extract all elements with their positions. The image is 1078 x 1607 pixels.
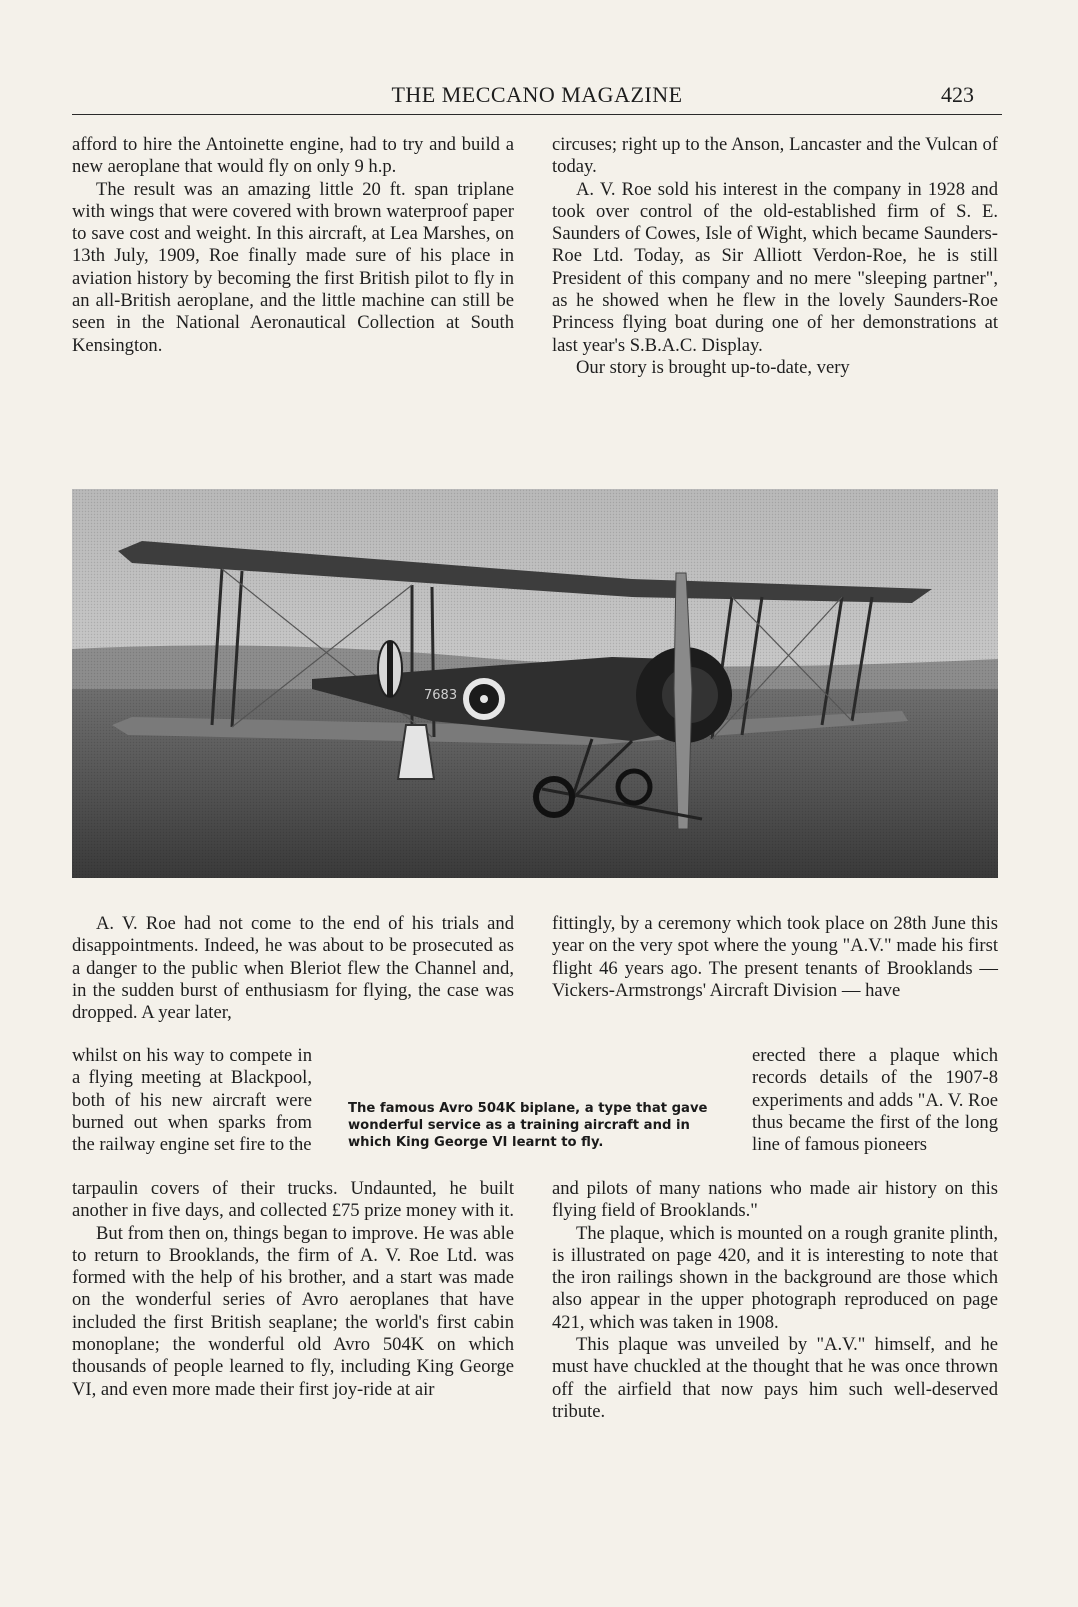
column-bottom-right-narrow [752, 1045, 998, 1156]
column-bottom-right [552, 913, 998, 1002]
magazine-title: THE MECCANO MAGAZINE [391, 82, 683, 107]
column-top-right [552, 134, 998, 379]
paragraph: afford to hire the Antoinette engine, had to try and build a new aeroplane that would fly on only 9 h.p. [72, 134, 514, 178]
paragraph: circuses; right up to the Anson, Lancaster and the Vulcan of today. [552, 134, 998, 178]
running-header [72, 80, 1002, 115]
paragraph: and pilots of many nations who made air history on this flying field of Brooklands." [552, 1178, 998, 1222]
column-bottom-left-continued [72, 1178, 514, 1401]
svg-text:7683: 7683 [424, 688, 458, 703]
column-bottom-left [72, 913, 514, 1024]
paragraph: A. V. Roe sold his interest in the company in 1928 and took over control of the old-established firm of S. E. Saunders of Cowes, Isle of Wight, which became Saunders-Roe Ltd. Today, as Sir Alliott Verdon-Roe, he is still President of this company and no mere "sleeping partner", as he showed when he flew in the lovely Saunders-Roe Princess flying boat during one of her demonstrations at last year's S.B.A.C. Display. [552, 178, 998, 356]
paragraph: fittingly, by a ceremony which took place on 28th June this year on the very spot where the young "A.V." made his first flight 46 years ago. The present tenants of Brooklands — Vickers-Armstrongs' Aircraft Division — have [552, 913, 998, 1001]
photo-caption: The famous Avro 504K biplane, a type that gave wonderful service as a training aircraft and in which King George VI learnt to fly. [348, 1101, 708, 1150]
paragraph: The result was an amazing little 20 ft. span triplane with wings that were covered with brown waterproof paper to save cost and weight. In this aircraft, at Lea Marshes, on 13th July, 1909, Roe finally made sure of his place in aviation history by becoming the first British pilot to fly in an all-British aeroplane, and the little machine can still be seen in the National Aeronautical Collection at South Kensington. [72, 178, 514, 356]
paragraph: erected there a plaque which records details of the 1907-8 experiments and adds "A. V. Roe thus became the first of the long line of famous pioneers [752, 1045, 999, 1156]
avro-504k-photo [72, 489, 998, 878]
paragraph: tarpaulin covers of their trucks. Undaunted, he built another in five days, and collected £75 prize money with it. [72, 1178, 514, 1222]
paragraph: whilst on his way to compete in a flying meeting at Blackpool, both of his new aircraft were burned out when sparks from the railway engine set fire to the [72, 1045, 312, 1156]
paragraph: A. V. Roe had not come to the end of his trials and disappointments. Indeed, he was about to be prosecuted as a danger to the public when Bleriot flew the Channel and, in the sudden burst of enthusiasm for flying, the case was dropped. A year later, [72, 913, 514, 1024]
column-bottom-right-continued [552, 1178, 998, 1423]
paragraph: The plaque, which is mounted on a rough granite plinth, is illustrated on page 420, and it is interesting to note that the iron railings shown in the background are those which also appear in the upper photograph reproduced on page 421, which was taken in 1908. [552, 1222, 998, 1333]
column-top-left [72, 134, 514, 357]
page-number: 423 [941, 82, 974, 107]
paragraph: This plaque was unveiled by "A.V." himself, and he must have chuckled at the thought that he was once thrown off the airfield that now pays him such well-deserved tribute. [552, 1334, 998, 1422]
paragraph: Our story is brought up-to-date, very [576, 356, 850, 378]
paragraph: But from then on, things began to improve. He was able to return to Brooklands, the firm of A. V. Roe Ltd. was formed with the help of his brother, and a start was made on the wonderful series of Avro aeroplanes that have included the first British seaplane; the world's first cabin monoplane; the wonderful old Avro 504K on which thousands of people learned to fly, including King George VI, and even more made their first joy-ride at air [72, 1222, 514, 1400]
column-bottom-left-narrow [72, 1045, 312, 1156]
